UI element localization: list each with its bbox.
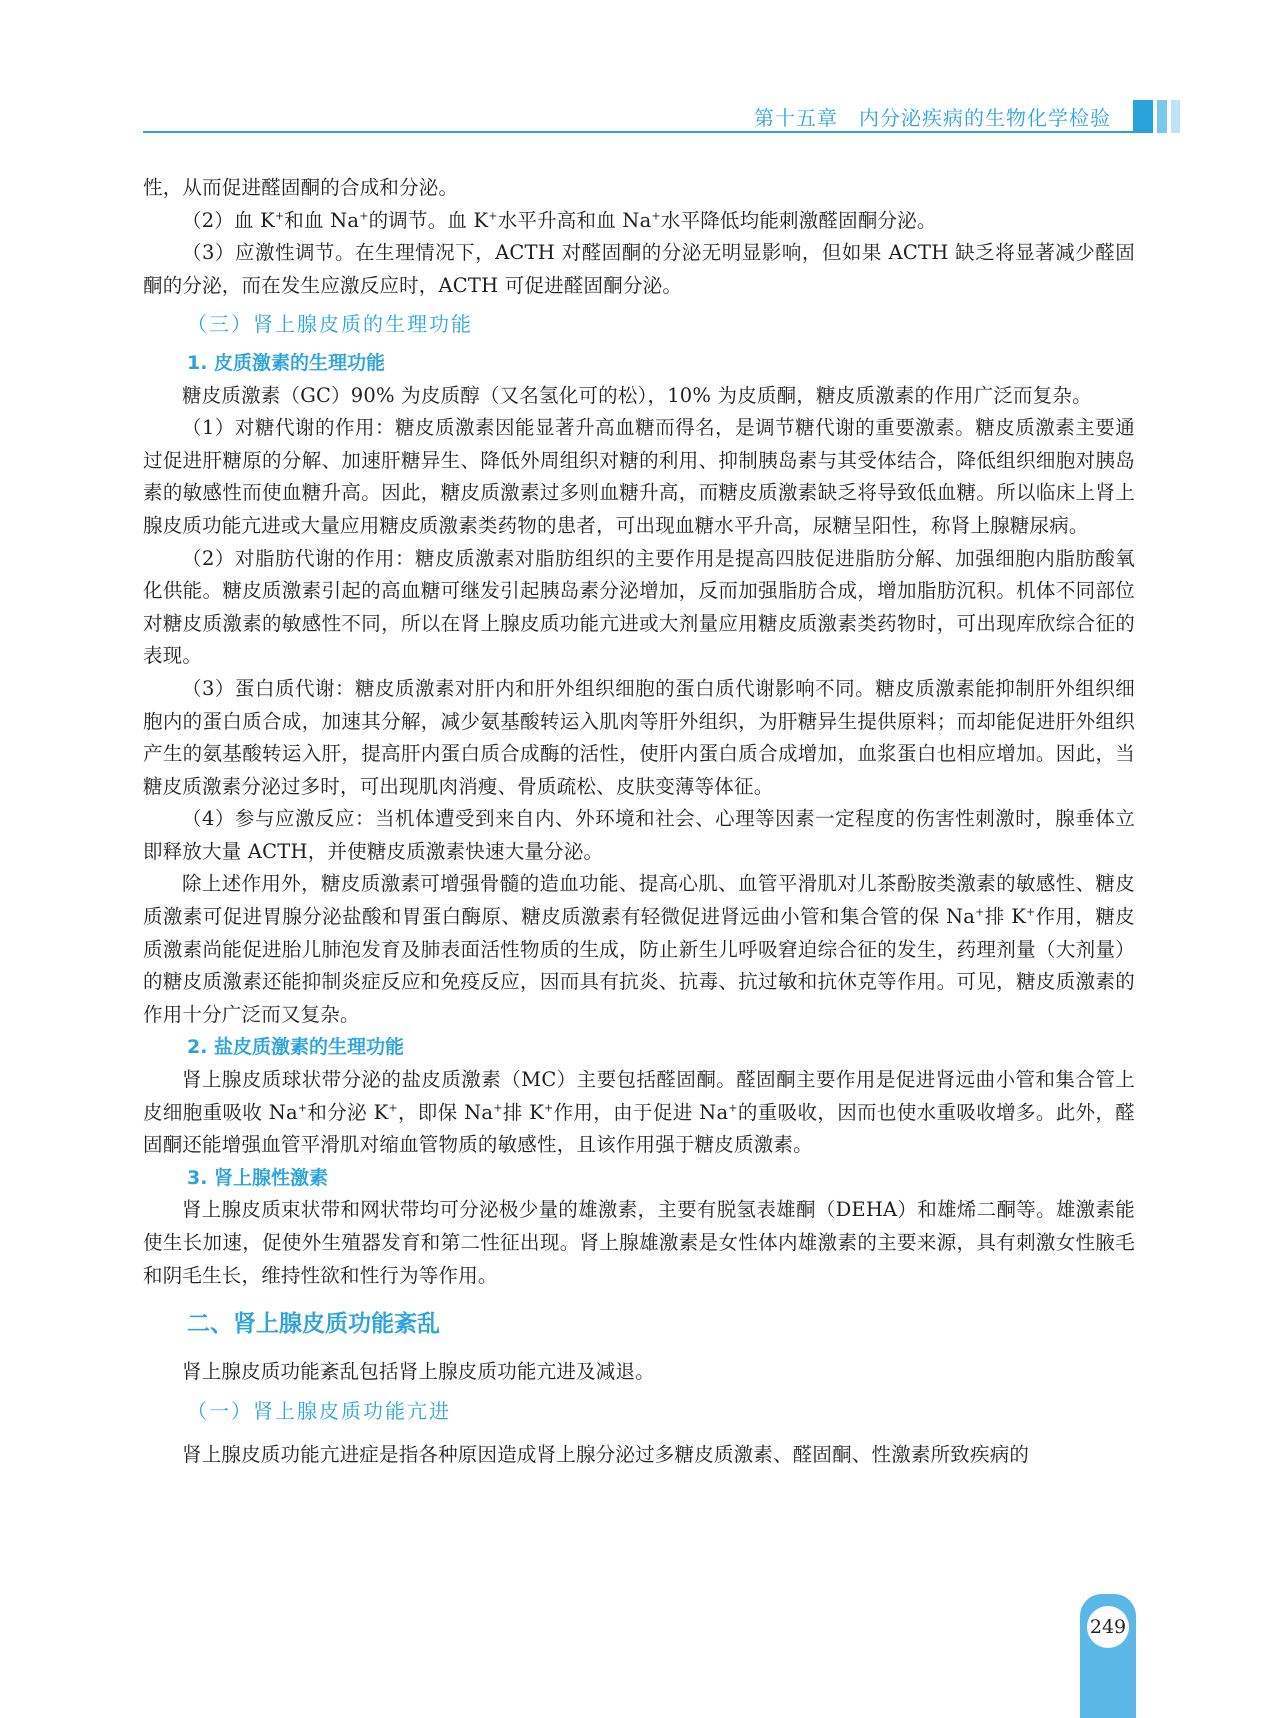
chapter-title: 第十五章 内分泌疾病的生物化学检验 (754, 106, 1111, 130)
subheading-hyperfunction: （一）肾上腺皮质功能亢进 (187, 1398, 451, 1423)
page-number: 249 (1087, 1606, 1129, 1648)
paragraph-continuation: 性，从而促进醛固酮的合成和分泌。 (143, 176, 459, 199)
paragraph-hyperfunction: 肾上腺皮质功能亢进症是指各种原因造成肾上腺分泌过多糖皮质激素、醛固酮、性激素所致疾病的 (182, 1443, 1030, 1467)
header-block-light (1171, 100, 1180, 133)
running-header (143, 96, 1183, 134)
heading-cortical-hormones: 1. 皮质激素的生理功能 (187, 351, 386, 374)
paragraph-sex-hormones: 肾上腺皮质束状带和网状带均可分泌极少量的雄激素，主要有脱氢表雄酮（DEHA）和雄烯二酮等。雄激素能使生长加速，促使外生殖器发育和第二性征出现。肾上腺雄激素是女性体内雄激素的主要来源，具有刺激女性腋毛和阴毛生长，维持性欲和性行为等作用。 (143, 1198, 1135, 1287)
section-heading-disorders: 二、肾上腺皮质功能紊乱 (187, 1311, 440, 1338)
header-block-mid (1157, 100, 1167, 133)
header-rule (143, 131, 1143, 133)
heading-adrenal-sex-hormones: 3. 肾上腺性激素 (187, 1166, 329, 1189)
page-body (143, 172, 1135, 1472)
paragraph-protein-metabolism: （3）蛋白质代谢：糖皮质激素对肝内和肝外组织细胞的蛋白质代谢影响不同。糖皮质激素能抑制肝外组织细胞内的蛋白质合成，加速其分解，减少氨基酸转运入肌肉等肝外组织，为肝糖异生提供原料；而却能促进肝外组织产生的氨基酸转运入肝，提高肝内蛋白质合成酶的活性，使肝内蛋白质合成增加，血浆蛋白也相应增加。因此，当糖皮质激素分泌过多时，可出现肌肉消瘦、骨质疏松、皮肤变薄等体征。 (143, 676, 1135, 798)
paragraph-stress-response: （4）参与应激反应：当机体遭受到来自内、外环境和社会、心理等因素一定程度的伤害性刺激时，腺垂体立即释放大量 ACTH，并使糖皮质激素快速大量分泌。 (143, 807, 1135, 863)
subheading-physiology: （三）肾上腺皮质的生理功能 (187, 312, 473, 337)
paragraph-stress-regulation: （3）应激性调节。在生理情况下，ACTH 对醛固酮的分泌无明显影响，但如果 ACTH 缺乏将显著减少醛固酮的分泌，而在发生应激反应时，ACTH 可促进醛固酮分泌。 (143, 241, 1135, 297)
page-number-tab (1080, 1594, 1136, 1718)
header-block-dark (1133, 100, 1153, 133)
paragraph-k-na-regulation: （2）血 K+和血 Na+的调节。血 K+水平升高和血 Na+水平降低均能刺激醛固酮分泌。 (182, 208, 937, 232)
paragraph-sugar-metabolism: （1）对糖代谢的作用：糖皮质激素因能显著升高血糖而得名，是调节糖代谢的重要激素。糖皮质激素主要通过促进肝糖原的分解、加速肝糖异生、降低外周组织对糖的利用、抑制胰岛素与其受体结合，降低组织细胞对胰岛素的敏感性而使血糖升高。因此，糖皮质激素过多则血糖升高，而糖皮质激素缺乏将导致低血糖。所以临床上肾上腺皮质功能亢进或大量应用糖皮质激素类药物的患者，可出现血糖水平升高，尿糖呈阳性，称肾上腺糖尿病。 (143, 416, 1135, 537)
paragraph-other-effects: 除上述作用外，糖皮质激素可增强骨髓的造血功能、提高心肌、血管平滑肌对儿茶酚胺类激素的敏感性、糖皮质激素可促进胃腺分泌盐酸和胃蛋白酶原、糖皮质激素有轻微促进肾远曲小管和集合管的保 Na+排 K+作用，糖皮质激素尚能促进胎儿肺泡发育及肺表面活性物质的生成，防止新生儿呼吸窘迫综合征的发生，药理剂量（大剂量）的糖皮质激素还能抑制炎症反应和免疫反应，因而具有抗炎、抗毒、抗过敏和抗休克等作用。可见，糖皮质激素的作用十分广泛而又复杂。 (143, 872, 1135, 1026)
header-color-blocks (1133, 100, 1181, 133)
heading-mineralocorticoid: 2. 盐皮质激素的生理功能 (187, 1036, 405, 1059)
paragraph-gc-intro: 糖皮质激素（GC）90% 为皮质醇（又名氢化可的松），10% 为皮质酮，糖皮质激素的作用广泛而复杂。 (182, 383, 1092, 407)
paragraph-mineralocorticoid: 肾上腺皮质球状带分泌的盐皮质激素（MC）主要包括醛固酮。醛固酮主要作用是促进肾远曲小管和集合管上皮细胞重吸收 Na+和分泌 K+，即保 Na+排 K+作用，由于促进 Na+的重吸收，因而也使水重吸收增多。此外，醛固酮还能增强血管平滑肌对缩血管物质的敏感性，且该作用强于糖皮质激素。 (143, 1068, 1135, 1157)
paragraph-disorders-intro: 肾上腺皮质功能紊乱包括肾上腺皮质功能亢进及减退。 (182, 1360, 655, 1384)
paragraph-fat-metabolism: （2）对脂肪代谢的作用：糖皮质激素对脂肪组织的主要作用是提高四肢促进脂肪分解、加强细胞内脂肪酸氧化供能。糖皮质激素引起的高血糖可继发引起胰岛素分泌增加，反而加强脂肪合成，增加脂肪沉积。机体不同部位对糖皮质激素的敏感性不同，所以在肾上腺皮质功能亢进或大剂量应用糖皮质激素类药物时，可出现库欣综合征的表现。 (143, 546, 1135, 668)
